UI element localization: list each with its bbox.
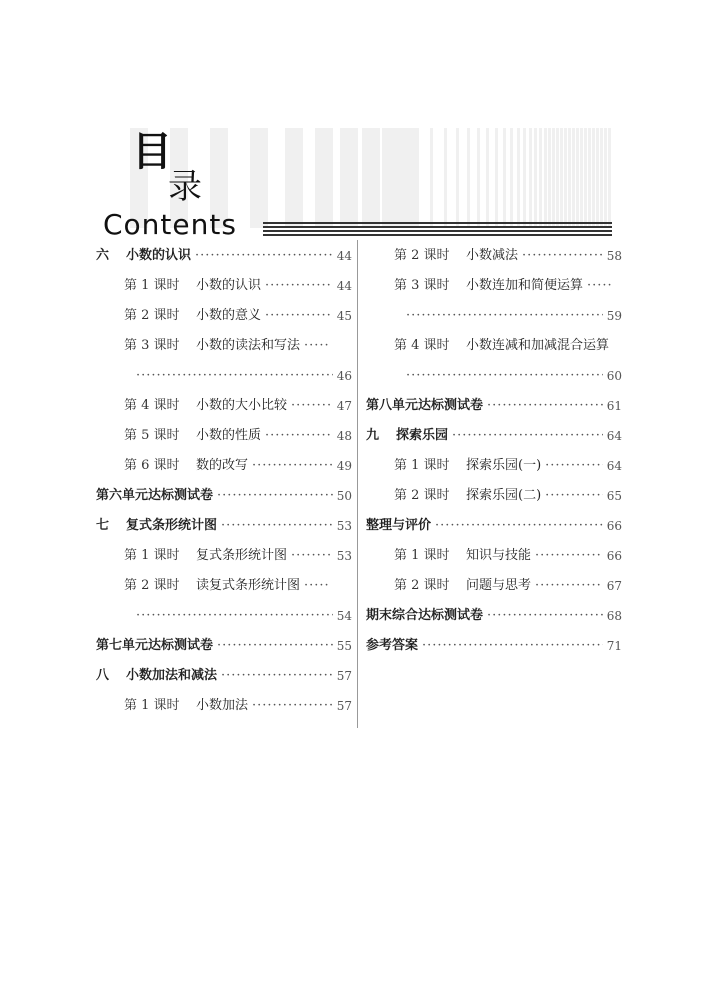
section-title: 探索乐园 <box>396 428 449 443</box>
lesson-number: 第 2 课时 <box>124 578 180 593</box>
toc-entry[interactable] <box>96 455 352 485</box>
toc-entry[interactable] <box>96 335 352 365</box>
toc-entry[interactable] <box>96 695 352 725</box>
dot-leader <box>252 695 333 717</box>
page-number: 65 <box>606 489 622 503</box>
page-number: 45 <box>336 309 352 323</box>
toc-entry[interactable] <box>366 605 622 635</box>
lesson-title: 小数的认识 <box>196 278 262 293</box>
page-number: 50 <box>336 489 352 503</box>
dot-leader <box>452 425 603 447</box>
toc-entry[interactable] <box>96 395 352 425</box>
decorative-stripe <box>362 128 380 228</box>
dot-leader <box>217 635 333 657</box>
dot-leader <box>406 305 603 327</box>
toc-entry[interactable] <box>96 665 352 695</box>
lesson-number: 第 2 课时 <box>394 578 450 593</box>
decorative-stripe <box>477 128 480 228</box>
decorative-stripe <box>539 128 542 228</box>
toc-entry[interactable] <box>96 605 352 635</box>
decorative-stripe <box>544 128 547 228</box>
dot-leader <box>487 395 603 417</box>
page-number: 64 <box>606 429 622 443</box>
dot-leader <box>195 245 333 267</box>
dot-leader <box>487 605 603 627</box>
section-number: 七 <box>96 518 110 533</box>
decorative-stripe <box>467 128 470 228</box>
lesson-title: 探索乐园(二) <box>466 488 542 503</box>
decorative-stripe <box>529 128 532 228</box>
page-number: 53 <box>336 519 352 533</box>
toc-entry[interactable] <box>96 365 352 395</box>
dot-leader <box>136 365 333 387</box>
page-number: 49 <box>336 459 352 473</box>
decorative-stripe <box>456 128 459 228</box>
dot-leader <box>435 515 603 537</box>
lesson-title: 小数加法 <box>196 698 249 713</box>
dot-leader <box>265 425 333 447</box>
section-title: 小数加法和减法 <box>126 668 218 683</box>
lesson-title: 小数减法 <box>466 248 519 263</box>
lesson-number: 第 3 课时 <box>124 338 180 353</box>
header-rule <box>263 226 612 228</box>
toc-entry[interactable] <box>366 485 622 515</box>
decorative-stripe <box>416 128 419 228</box>
toc-entry[interactable] <box>366 305 622 335</box>
unit-test-title: 整理与评价 <box>366 518 432 533</box>
decorative-stripe <box>576 128 579 228</box>
toc-entry[interactable] <box>96 275 352 305</box>
lesson-number: 第 2 课时 <box>394 488 450 503</box>
lesson-title: 探索乐园(一) <box>466 458 542 473</box>
title-char-mu: 目 <box>132 129 172 175</box>
dot-leader <box>545 455 603 477</box>
header-rule <box>263 230 612 232</box>
page-number: 64 <box>606 459 622 473</box>
lesson-title: 数的改写 <box>196 458 249 473</box>
toc-entry[interactable] <box>96 515 352 545</box>
dot-leader <box>265 275 333 297</box>
decorative-stripe <box>495 128 498 228</box>
lesson-number: 第 1 课时 <box>394 548 450 563</box>
decorative-stripe <box>430 128 433 228</box>
decorative-stripe <box>560 128 563 228</box>
page-number: 59 <box>606 309 622 323</box>
page-number: 47 <box>336 399 352 413</box>
toc-entry[interactable] <box>96 305 352 335</box>
toc-entry[interactable] <box>366 245 622 275</box>
lesson-number: 第 2 课时 <box>124 308 180 323</box>
decorative-stripe <box>285 128 303 228</box>
column-divider <box>357 240 358 728</box>
unit-test-title: 参考答案 <box>366 638 419 653</box>
title-char-lu: 录 <box>168 167 202 207</box>
decorative-stripe <box>556 128 559 228</box>
lesson-title: 小数的大小比较 <box>196 398 288 413</box>
decorative-stripe <box>534 128 537 228</box>
toc-entry[interactable] <box>366 455 622 485</box>
page-number: 71 <box>606 639 622 653</box>
page-number: 46 <box>336 369 352 383</box>
toc-entry[interactable] <box>366 635 622 665</box>
lesson-number: 第 2 课时 <box>394 248 450 263</box>
lesson-title: 复式条形统计图 <box>196 548 288 563</box>
toc-entry[interactable] <box>96 545 352 575</box>
lesson-number: 第 4 课时 <box>124 398 180 413</box>
decorative-stripe <box>580 128 583 228</box>
lesson-title: 问题与思考 <box>466 578 532 593</box>
dot-leader <box>136 605 333 627</box>
lesson-title: 小数连加和简便运算 <box>466 278 584 293</box>
decorative-stripe <box>340 128 358 228</box>
page-number: 54 <box>336 609 352 623</box>
decorative-stripe <box>548 128 551 228</box>
toc-entry[interactable] <box>96 635 352 665</box>
lesson-number: 第 5 课时 <box>124 428 180 443</box>
page-number: 44 <box>336 249 352 263</box>
lesson-title: 小数的意义 <box>196 308 262 323</box>
lesson-title: 小数的性质 <box>196 428 262 443</box>
decorative-stripe <box>588 128 591 228</box>
lesson-number: 第 1 课时 <box>124 698 180 713</box>
toc-right-column <box>366 245 622 665</box>
header-rule <box>263 222 612 224</box>
decorative-stripe <box>517 128 520 228</box>
toc-entry[interactable] <box>96 575 352 605</box>
unit-test-title: 第七单元达标测试卷 <box>96 638 214 653</box>
header-rule <box>263 234 612 236</box>
dot-leader <box>422 635 603 657</box>
lesson-title: 知识与技能 <box>466 548 532 563</box>
section-number: 六 <box>96 248 110 263</box>
decorative-stripe <box>552 128 555 228</box>
lesson-number: 第 6 课时 <box>124 458 180 473</box>
page-number: 61 <box>606 399 622 413</box>
lesson-number: 第 1 课时 <box>124 278 180 293</box>
lesson-title: 小数的读法和写法 <box>196 338 301 353</box>
dot-leader <box>265 305 333 327</box>
page-number: 53 <box>336 549 352 563</box>
page-number: 60 <box>606 369 622 383</box>
section-number: 九 <box>366 428 380 443</box>
lesson-number: 第 1 课时 <box>124 548 180 563</box>
contents-heading: Contents <box>103 208 237 241</box>
lesson-title: 小数连减和加减混合运算 <box>466 338 610 353</box>
toc-entry[interactable] <box>366 575 622 605</box>
page-number: 66 <box>606 519 622 533</box>
page-number: 68 <box>606 609 622 623</box>
page-number: 57 <box>336 699 352 713</box>
decorative-stripe <box>600 128 603 228</box>
dot-leader <box>587 275 613 297</box>
page-number: 67 <box>606 579 622 593</box>
lesson-number: 第 1 课时 <box>394 458 450 473</box>
unit-test-title: 期末综合达标测试卷 <box>366 608 484 623</box>
decorative-stripe <box>486 128 489 228</box>
dot-leader <box>221 665 333 687</box>
page-number: 58 <box>606 249 622 263</box>
decorative-stripe <box>503 128 506 228</box>
dot-leader <box>252 455 333 477</box>
toc-entry[interactable] <box>366 335 622 365</box>
lesson-title: 读复式条形统计图 <box>196 578 301 593</box>
toc-entry[interactable] <box>366 515 622 545</box>
decorative-stripe <box>444 128 447 228</box>
page-number: 44 <box>336 279 352 293</box>
dot-leader <box>535 545 603 567</box>
decorative-stripe <box>608 128 611 228</box>
dot-leader <box>304 575 330 597</box>
page-number: 48 <box>336 429 352 443</box>
decorative-stripe <box>592 128 595 228</box>
section-title: 小数的认识 <box>126 248 192 263</box>
decorative-stripe <box>564 128 567 228</box>
decorative-stripe <box>584 128 587 228</box>
toc-left-column <box>96 245 352 725</box>
decorative-stripe <box>568 128 571 228</box>
decorative-stripe <box>572 128 575 228</box>
section-number: 八 <box>96 668 110 683</box>
decorative-stripe <box>604 128 607 228</box>
section-title: 复式条形统计图 <box>126 518 218 533</box>
unit-test-title: 第八单元达标测试卷 <box>366 398 484 413</box>
dot-leader <box>535 575 603 597</box>
dot-leader <box>291 545 333 567</box>
decorative-stripe <box>382 128 400 228</box>
decorative-stripe <box>510 128 513 228</box>
dot-leader <box>304 335 330 357</box>
toc-entry[interactable] <box>96 485 352 515</box>
toc-entry[interactable] <box>366 425 622 455</box>
toc-entry[interactable] <box>96 245 352 275</box>
toc-entry[interactable] <box>366 365 622 395</box>
toc-entry[interactable] <box>366 545 622 575</box>
dot-leader <box>406 365 603 387</box>
dot-leader <box>545 485 603 507</box>
dot-leader <box>221 515 333 537</box>
lesson-number: 第 4 课时 <box>394 338 450 353</box>
page-number: 55 <box>336 639 352 653</box>
toc-entry[interactable] <box>366 395 622 425</box>
page-number: 66 <box>606 549 622 563</box>
dot-leader <box>522 245 603 267</box>
dot-leader <box>217 485 333 507</box>
dot-leader <box>291 395 333 417</box>
decorative-stripe <box>596 128 599 228</box>
decorative-stripe <box>523 128 526 228</box>
toc-entry[interactable] <box>366 275 622 305</box>
lesson-number: 第 3 课时 <box>394 278 450 293</box>
decorative-stripe <box>250 128 268 228</box>
toc-entry[interactable] <box>96 425 352 455</box>
page-number: 57 <box>336 669 352 683</box>
decorative-stripe <box>315 128 333 228</box>
unit-test-title: 第六单元达标测试卷 <box>96 488 214 503</box>
